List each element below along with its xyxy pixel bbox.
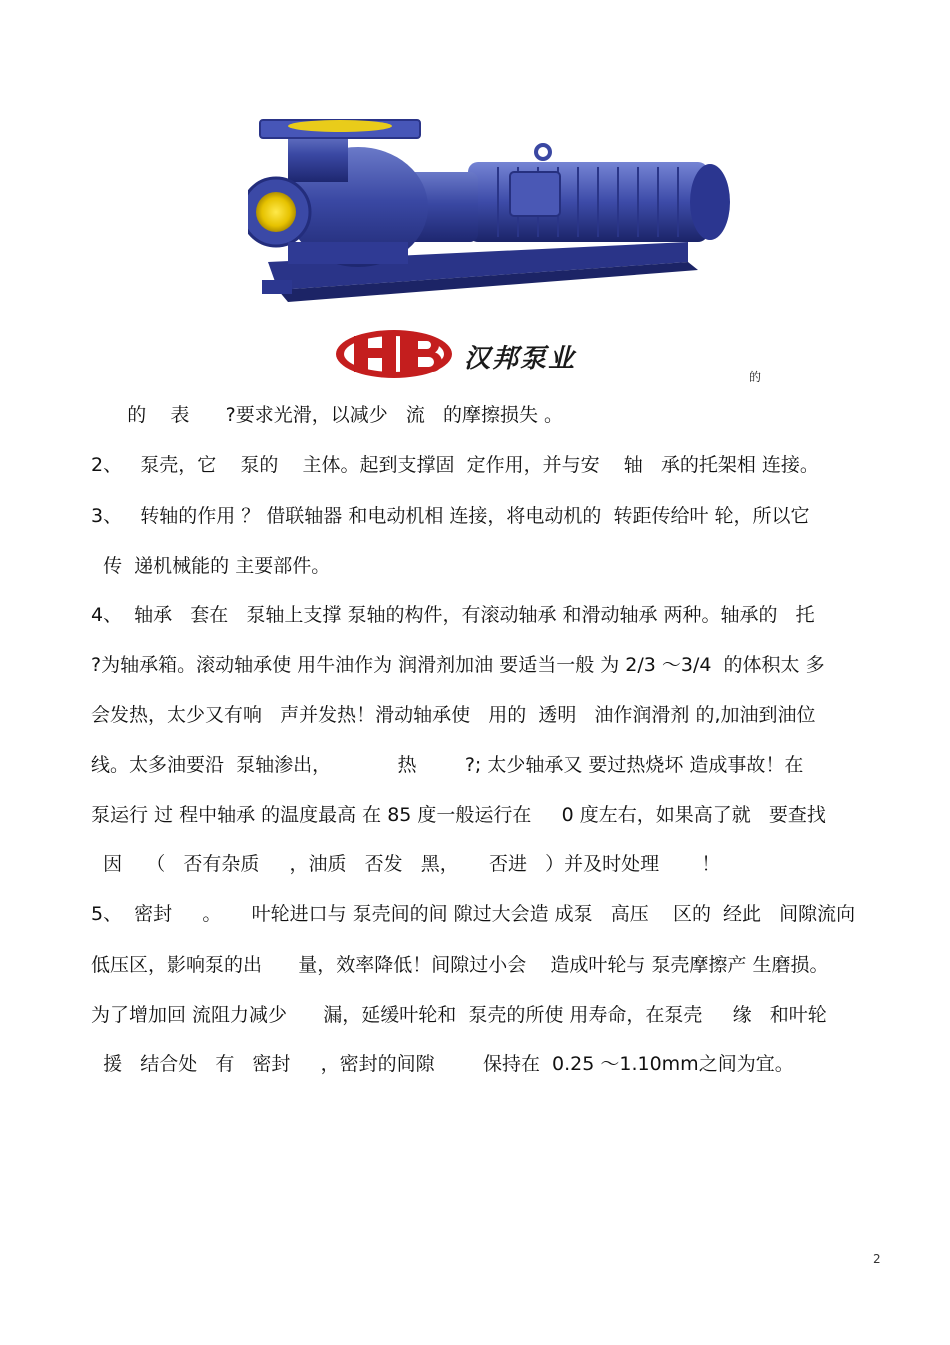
page-number: 2 <box>873 1252 881 1266</box>
logo-wordmark: 汉邦泵业 <box>464 344 577 374</box>
text-line: 援 结合处 有 密封 ，密封的间隙 保持在 0.25 ～1.10mm之间为宜。 <box>91 1053 794 1075</box>
text-line: 为了增加回 流阻力减少 漏，延缓叶轮和 泵壳的所使 用寿命，在泵壳 缘 和叶轮 <box>91 1004 827 1026</box>
text-line: 的 表 ?要求光滑，以减少 流 的摩擦损失 。 <box>91 404 563 426</box>
text-line: 5、 密封 。 叶轮进口与 泵壳间的间 隙过大会造 成泵 高压 区的 经此 间隙流向 <box>91 903 856 925</box>
text-line: 4、 轴承 套在 泵轴上支撑 泵轴的构件，有滚动轴承 和滑动轴承 两种。轴承的 托 <box>91 604 815 626</box>
text-line: ?为轴承箱。滚动轴承使 用牛油作为 润滑剂加油 要适当一般 为 2/3 ～3/4 的体积太 多 <box>91 654 825 676</box>
figure-caption: 的 <box>749 370 762 384</box>
text-line: 线。太多油要沿 泵轴渗出， 热 ?; 太少轴承又 要过热烧坏 造成事故！在 <box>91 754 804 776</box>
text-line: 3、 转轴的作用 ？ 借联轴器 和电动机相 连接，将电动机的 转距传给叶 轮，所以它 <box>91 505 810 527</box>
pump-image <box>248 112 740 332</box>
hb-logo-mark <box>334 328 460 380</box>
text-line: 2、 泵壳，它 泵的 主体。起到支撑固 定作用，并与安 轴 承的托架相 连接。 <box>91 454 819 476</box>
text-line: 会发热，太少又有响 声并发热！滑动轴承使 用的 透明 油作润滑剂 的,加油到油位 <box>91 704 816 726</box>
text-line: 因 （ 否有杂质 ，油质 否发 黑， 否进 ）并及时处理 ！ <box>91 853 721 875</box>
company-logo <box>334 328 664 380</box>
text-line: 泵运行 过 程中轴承 的温度最高 在 85 度一般运行在 0 度左右，如果高了就 要查找 <box>91 804 826 826</box>
text-line: 传 递机械能的 主要部件。 <box>91 555 331 577</box>
text-line: 低压区，影响泵的出 量，效率降低！间隙过小会 造成叶轮与 泵壳摩擦产 生磨损。 <box>91 954 829 976</box>
